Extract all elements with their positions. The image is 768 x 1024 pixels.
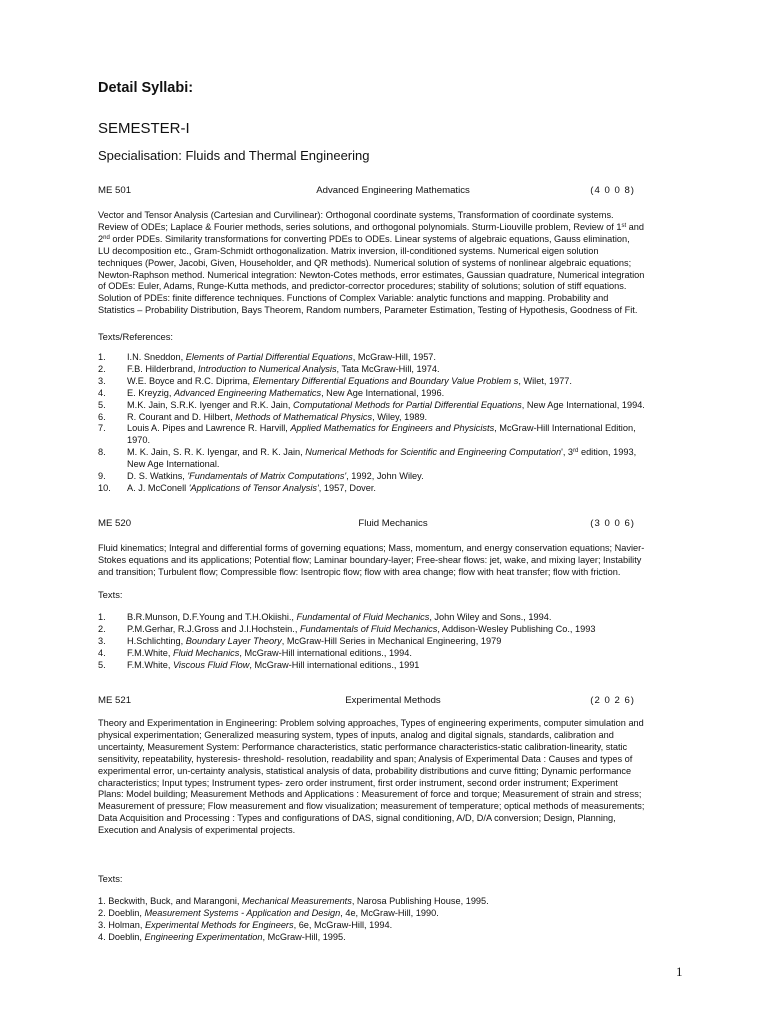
reference-title: Elementary Differential Equations and Boundary Value Problem s [252,375,519,386]
reference-item: 5. M.K. Jain, S.R.K. Iyenger and R.K. Jain, Computational Methods for Partial Differential Equations, New Age International, 1994. [98,399,645,410]
description-line: of ODEs: Euler, Adams, Runge-Kutta methods, and predictor-corrector procedures; stability of solutions; solution of stiff equations. [98,281,627,292]
description-line: and transition; Turbulent flow; Compressible flow: Isentropic flow; flow with area change; flow with heat transfer; flow with friction. [98,566,621,577]
reference-number: 2. [98,363,106,374]
description-line: physical experimentation; Generalized measuring system, types of inputs, analog and digital signals, standards, calibration and [98,729,614,740]
reference-title: Fundamental of Fluid Mechanics [296,612,430,622]
description-line: Theory and Experimentation in Engineering: Problem solving approaches, Types of engineering experiments, computer simulation and [98,718,644,728]
reference-item: 7. Louis A. Pipes and Lawrence R. Harvill, Applied Mathematics for Engineers and Physicists, McGraw-Hill International Edition, 1970. [98,423,698,447]
description-line: Statistics – Probability Distribution, Bays Theorem, Random numbers, Parameter Estimation, Testing of Hypothesis, Goodness of Fit. [98,305,638,316]
reference-title: Computational Methods for Partial Differential Equations [292,399,522,410]
description-line: techniques (Power, Jacobi, Given, Householder, and QR methods). Numerical solution of systems of nonlinear algebraic equations; [98,257,632,268]
reference-number: 3. [98,375,106,386]
reference-number: 1. [98,612,106,622]
reference-item: 1. Beckwith, Buck, and Marangoni, Mechanical Measurements, Narosa Publishing House, 1995. [98,896,489,906]
reference-item: 9. D. S. Watkins, 'Fundamentals of Matrix Computations', 1992, John Wiley. [98,471,424,482]
reference-title: Fluid Mechanics [172,647,240,658]
reference-item: 2. F.B. Hilderbrand, Introduction to Numerical Analysis, Tata McGraw-Hill, 1974. [98,363,440,374]
references-label: Texts: [98,589,123,600]
references-label: Texts: [98,873,123,884]
reference-title: 'Fundamentals of Matrix Computations' [187,471,347,482]
reference-item: 3. Holman, Experimental Methods for Engineers, 6e, McGraw-Hill, 1994. [98,919,393,930]
course-title: Experimental Methods [345,695,441,706]
reference-list [98,352,698,495]
reference-title: Elements of Partial Differential Equations [185,352,353,362]
reference-number: 7. [98,423,106,434]
reference-title: Boundary Layer Theory [185,635,282,646]
page-heading: Detail Syllabi: [98,80,194,96]
description-line: Solution of PDEs: finite difference techniques. Functions of Complex Variable: analytic functions and mapping. Probability and [98,293,609,304]
course-credits: (3 0 0 6) [590,518,635,529]
course-code: ME 501 [98,185,132,196]
course-header [98,695,688,709]
reference-number: 9. [98,471,106,482]
reference-list [98,612,698,672]
specialisation-title: Specialisation: Fluids and Thermal Engineering [98,148,370,163]
reference-item: 10. A. J. McConell 'Applications of Tensor Analysis', 1957, Dover. [98,482,376,493]
reference-title: Mechanical Measurements [242,896,352,906]
reference-item: 8. M. K. Jain, S. R. K. Iyengar, and R. K. Jain, Numerical Methods for Scientific and Engineering Computation', 3rd edition, 1993, New Age International. [98,447,698,471]
reference-number: 4. [98,647,106,658]
description-line: Fluid kinematics; Integral and differential forms of governing equations; Mass, momentum, and energy conservation equations; Navier- [98,543,645,553]
reference-number: 2. [98,623,106,634]
reference-item: 3. H.Schlichting, Boundary Layer Theory, McGraw-Hill Series in Mechanical Engineering, 1979 [98,635,502,646]
reference-item: 1. I.N. Sneddon, Elements of Partial Differential Equations, McGraw-Hill, 1957. [98,352,436,362]
course-title: Advanced Engineering Mathematics [316,185,470,196]
course-credits: (4 0 0 8) [590,185,635,196]
reference-title: Advanced Engineering Mathematics [173,387,322,398]
description-line: LU decomposition etc., Gram-Schmidt orthogonalization. Matrix inversion, ill-conditioned systems. Numerical eigen solution [98,245,599,256]
reference-number: 5. [98,399,106,410]
references-label: Texts/References: [98,331,174,342]
reference-continuation: 1970. [127,435,150,446]
description-line: 2nd order PDEs. Similarity transformations for converting PDEs to ODEs. Linear systems of algebraic equations, Gauss elimination, [98,233,630,244]
course-title: Fluid Mechanics [358,518,428,529]
description-line: characteristics; Input types; Instrument types- zero order instrument, first order instrument, second order instrument; Experiment [98,777,618,788]
description-line: Data Acquisition and Processing : Types and configurations of DAS, signal conditioning, A/D, D/A conversion; Design, Planning, [98,813,616,824]
description-line: sensitivity, repeatability, hysteresis- threshold- resolution, readability and span; Analysis of Experimental Data : Causes and types of [98,753,633,764]
course-header [98,518,688,532]
reference-item: 4. E. Kreyzig, Advanced Engineering Mathematics, New Age International, 1996. [98,387,445,398]
description-line: Vector and Tensor Analysis (Cartesian and Curvilinear): Orthogonal coordinate systems, Transformation of coordinate systems. [98,210,614,220]
reference-item: 4. F.M.White, Fluid Mechanics, McGraw-Hill international editions., 1994. [98,647,412,658]
reference-continuation: New Age International. [127,459,220,470]
description-line: experimental error, un-certainty analysis, statistical analysis of data, probability distributions and curve fitting; Dynamic performance [98,765,632,776]
course-description [98,210,694,317]
reference-number: 10. [98,482,111,493]
reference-number: 6. [98,411,106,422]
course-description [98,543,694,579]
reference-item: 3. W.E. Boyce and R.C. Diprima, Elementary Differential Equations and Boundary Value Problem s, Wilet, 1977. [98,375,572,386]
reference-title: 'Applications of Tensor Analysis' [188,482,319,493]
reference-title: Numerical Methods for Scientific and Engineering Computation [305,447,562,458]
reference-number: 5. [98,659,106,670]
reference-number: 3. [98,919,109,930]
reference-number: 1. [98,896,109,906]
reference-title: Fundamentals of Fluid Mechanics [299,623,438,634]
reference-number: 3. [98,635,106,646]
description-line: Review of ODEs; Laplace & Fourier methods, series solutions, and orthogonal polynomials. Sturm-Liouville problem, Review of 1st and [98,221,644,232]
reference-title: Engineering Experimentation [144,931,263,942]
reference-list [98,896,489,944]
page-number: 1 [676,964,683,979]
description-line: Execution and Analysis of experimental projects. [98,825,296,836]
semester-title: SEMESTER-I [98,120,190,137]
course-code: ME 521 [98,695,132,706]
reference-item: 5. F.M.White, Viscous Fluid Flow, McGraw-Hill international editions., 1991 [98,659,420,670]
reference-item: 1. B.R.Munson, D.F.Young and T.H.Okiishi., Fundamental of Fluid Mechanics, John Wiley and Sons., 1994. [98,612,552,622]
reference-item: 2. P.M.Gerhar, R.J.Gross and J.I.Hochstein., Fundamentals of Fluid Mechanics, Addison-Wesley Publishing Co., 1993 [98,623,596,634]
reference-title: Methods of Mathematical Physics [235,411,373,422]
description-line: Measurement of pressure; Flow measurement and flow visualization; measurement of temperature; optical methods of measurements; [98,801,645,812]
course-code: ME 520 [98,518,132,529]
reference-item: 6. R. Courant and D. Hilbert, Methods of Mathematical Physics, Wiley, 1989. [98,411,428,422]
description-line: uncertainty, Measurement System: Performance characteristics, static performance characteristics-static calibration-linearity, static [98,741,628,752]
reference-title: Introduction to Numerical Analysis [197,363,337,374]
description-line: Stokes equations and its applications; Potential flow; Laminar boundary-layer; Free-shear flows: jet, wake, and mixing layer; Instability [98,554,642,565]
reference-title: Measurement Systems - Application and Design [144,907,341,918]
reference-title: Experimental Methods for Engineers [144,919,294,930]
reference-item: 2. Doeblin, Measurement Systems - Application and Design, 4e, McGraw-Hill, 1990. [98,907,439,918]
course-description [98,718,694,837]
reference-item: 4. Doeblin, Engineering Experimentation, McGraw-Hill, 1995. [98,931,346,942]
reference-number: 4. [98,387,106,398]
reference-title: Applied Mathematics for Engineers and Physicists [290,423,495,434]
reference-number: 2. [98,907,109,918]
reference-title: Viscous Fluid Flow [172,659,250,670]
course-credits: (2 0 2 6) [590,695,635,706]
course-header [98,185,688,199]
description-line: Newton-Raphson method. Numerical integration: Newton-Cotes methods, error estimates, Gaussian quadrature, Numerical integration [98,269,645,280]
reference-number: 1. [98,352,106,362]
description-line: Plans: Model building; Measurement Methods and Applications : Measurement of force and torque; Measurement of strain and stress; [98,789,642,800]
reference-number: 4. [98,931,109,942]
reference-number: 8. [98,447,106,458]
